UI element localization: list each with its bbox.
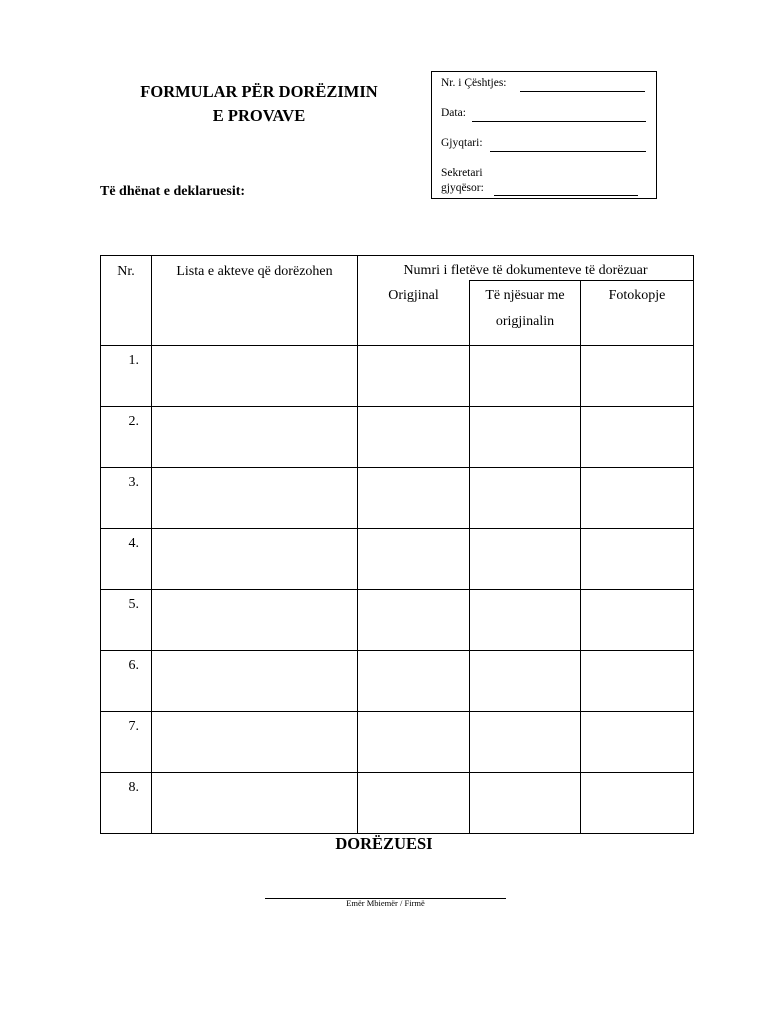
date-label: Data: [441, 107, 466, 119]
form-title-line-1: FORMULAR PËR DORËZIMIN [140, 82, 378, 101]
table-row [101, 407, 694, 468]
judge-label: Gjyqtari: [441, 137, 483, 149]
secretary-field[interactable] [494, 195, 638, 196]
row-number: 6. [101, 651, 152, 712]
header-photocopy: Fotokopje [581, 281, 694, 346]
certified-cell[interactable] [470, 346, 581, 407]
certified-cell[interactable] [470, 651, 581, 712]
original-cell[interactable] [358, 590, 470, 651]
photocopy-cell[interactable] [581, 346, 694, 407]
row-number: 4. [101, 529, 152, 590]
photocopy-cell[interactable] [581, 590, 694, 651]
original-cell[interactable] [358, 346, 470, 407]
table-row [101, 590, 694, 651]
photocopy-cell[interactable] [581, 407, 694, 468]
photocopy-cell[interactable] [581, 712, 694, 773]
table-row [101, 712, 694, 773]
table-row [101, 346, 694, 407]
submitter-title: DORËZUESI [335, 834, 433, 853]
header-original: Origjinal [358, 281, 470, 346]
certified-cell[interactable] [470, 468, 581, 529]
header-certified-line-1: Të njësuar me [485, 288, 565, 303]
header-page-count: Numri i fletëve të dokumenteve të dorëzuar [358, 256, 694, 281]
act-cell[interactable] [152, 529, 358, 590]
act-cell[interactable] [152, 346, 358, 407]
original-cell[interactable] [358, 468, 470, 529]
table-row [101, 651, 694, 712]
act-cell[interactable] [152, 773, 358, 834]
form-title [100, 80, 418, 128]
form-title-line-2: E PROVAVE [212, 106, 306, 125]
row-number: 3. [101, 468, 152, 529]
case-number-label: Nr. i Çështjes: [441, 77, 507, 89]
header-certified-line-2: origjinalin [495, 314, 555, 329]
table-row [101, 529, 694, 590]
row-number: 1. [101, 346, 152, 407]
act-cell[interactable] [152, 590, 358, 651]
original-cell[interactable] [358, 407, 470, 468]
case-info-box [431, 71, 657, 199]
photocopy-cell[interactable] [581, 773, 694, 834]
table-row [101, 773, 694, 834]
declarant-data-label: Të dhënat e deklaruesit: [100, 184, 246, 199]
certified-cell[interactable] [470, 712, 581, 773]
row-number: 2. [101, 407, 152, 468]
row-number: 8. [101, 773, 152, 834]
case-number-field[interactable] [520, 91, 645, 92]
certified-cell[interactable] [470, 773, 581, 834]
act-cell[interactable] [152, 407, 358, 468]
certified-cell[interactable] [470, 590, 581, 651]
date-field[interactable] [472, 121, 646, 122]
certified-cell[interactable] [470, 529, 581, 590]
evidence-table [100, 255, 694, 834]
photocopy-cell[interactable] [581, 468, 694, 529]
row-number: 5. [101, 590, 152, 651]
secretary-label-line-2: gjyqësor: [441, 182, 484, 194]
act-cell[interactable] [152, 712, 358, 773]
original-cell[interactable] [358, 712, 470, 773]
original-cell[interactable] [358, 651, 470, 712]
act-cell[interactable] [152, 651, 358, 712]
signature-label: Emër Mbiemër / Firmë [346, 898, 425, 908]
photocopy-cell[interactable] [581, 529, 694, 590]
original-cell[interactable] [358, 773, 470, 834]
certified-cell[interactable] [470, 407, 581, 468]
judge-field[interactable] [490, 151, 646, 152]
table-row [101, 468, 694, 529]
header-nr: Nr. [101, 256, 152, 346]
header-certified-copy [470, 281, 581, 346]
photocopy-cell[interactable] [581, 651, 694, 712]
act-cell[interactable] [152, 468, 358, 529]
secretary-label-line-1: Sekretari [441, 167, 483, 179]
row-number: 7. [101, 712, 152, 773]
original-cell[interactable] [358, 529, 470, 590]
header-act-list: Lista e akteve që dorëzohen [152, 256, 358, 346]
